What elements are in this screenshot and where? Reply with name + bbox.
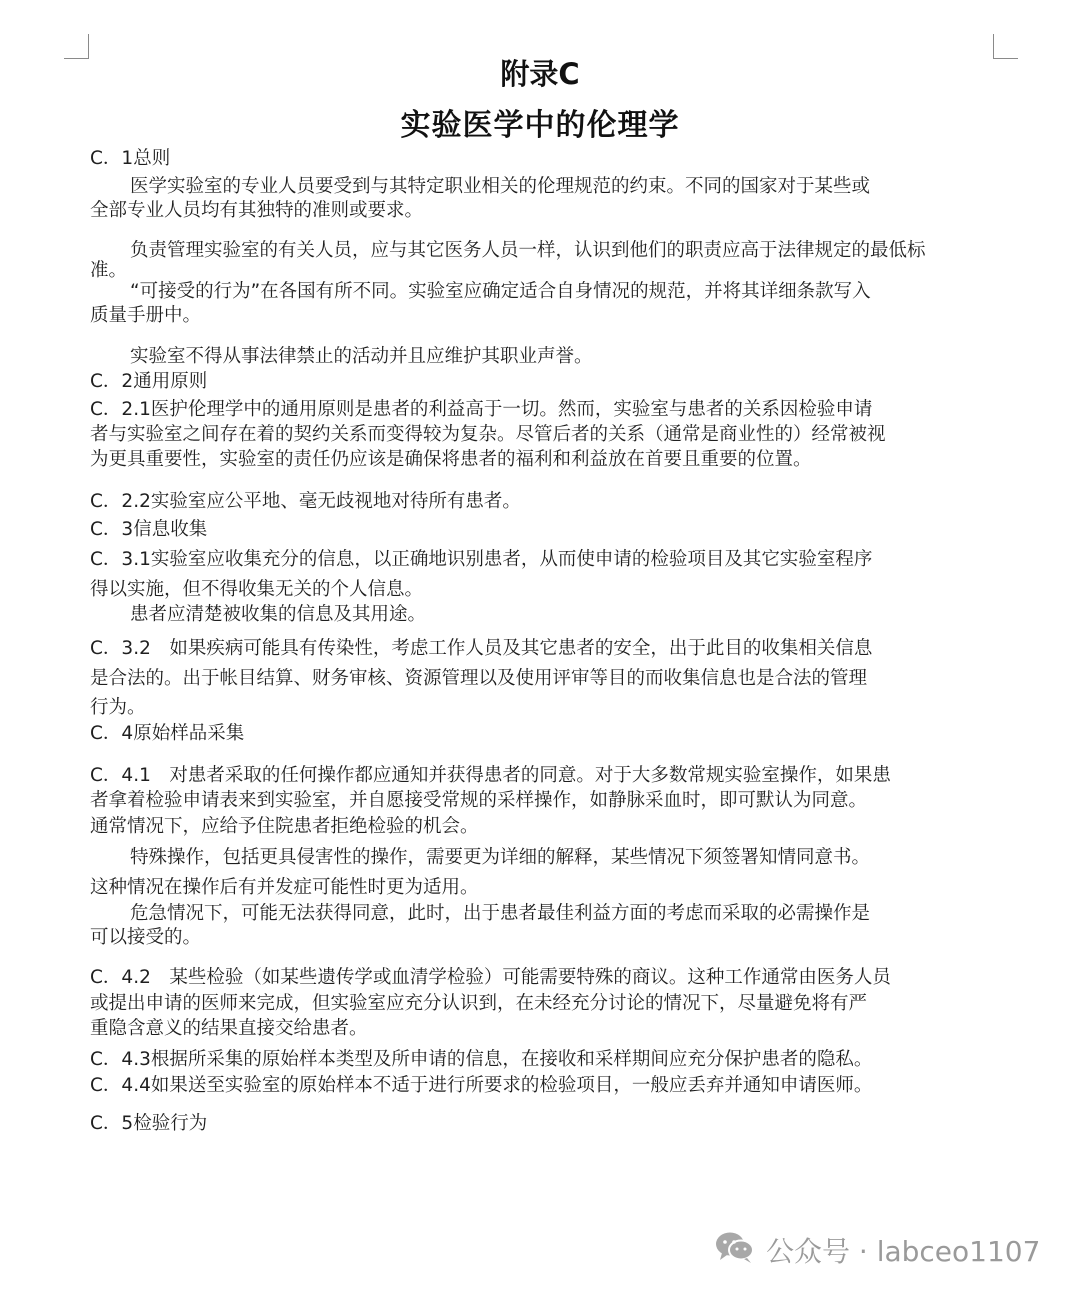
paragraph-line: C．2.2实验室应公平地、毫无歧视地对待所有患者。 — [90, 491, 521, 512]
paragraph-line: 通常情况下，应给予住院患者拒绝检验的机会。 — [90, 816, 479, 837]
section-heading: C．1总则 — [90, 148, 171, 169]
paragraph-line: 特殊操作，包括更具侵害性的操作，需要更为详细的解释，某些情况下须签署知情同意书。 — [130, 847, 871, 868]
paragraph-line: 质量手册中。 — [90, 305, 202, 326]
paragraph-line: 全部专业人员均有其独特的准则或要求。 — [90, 200, 424, 221]
appendix-title: 实验医学中的伦理学 — [400, 108, 680, 143]
paragraph-line: C．4.4如果送至实验室的原始样本不适于进行所要求的检验项目，一般应丢弃并通知申请医师。 — [90, 1075, 873, 1096]
paragraph-line: C．3.2 如果疾病可能具有传染性，考虑工作人员及其它患者的安全，出于此目的收集相关信息 — [90, 638, 873, 659]
paragraph-line: 为更具重要性，实验室的责任仍应该是确保将患者的福利和利益放在首要且重要的位置。 — [90, 449, 812, 470]
paragraph-line: 这种情况在操作后有并发症可能性时更为适用。 — [90, 877, 479, 898]
paragraph-line: 可以接受的。 — [90, 927, 202, 948]
wechat-icon — [714, 1230, 756, 1271]
paragraph-line: 重隐含意义的结果直接交给患者。 — [90, 1018, 368, 1039]
section-heading: C．3信息收集 — [90, 519, 208, 540]
paragraph-line: C．2.1医护伦理学中的通用原则是患者的利益高于一切。然而，实验室与患者的关系因检验申请 — [90, 399, 873, 420]
paragraph-line: C．4.2 某些检验（如某些遗传学或血清学检验）可能需要特殊的商议。这种工作通常由医务人员 — [90, 967, 891, 988]
watermark-text: 公众号 · labceo1107 — [766, 1235, 1041, 1268]
paragraph-line: 行为。 — [90, 697, 146, 718]
paragraph-line: 准。 — [90, 260, 128, 281]
paragraph-line: 危急情况下，可能无法获得同意，此时，出于患者最佳利益方面的考虑而采取的必需操作是 — [130, 903, 871, 924]
paragraph-line: 是合法的。出于帐目结算、财务审核、资源管理以及使用评审等目的而收集信息也是合法的管理 — [90, 668, 868, 689]
paragraph-line: 者拿着检验申请表来到实验室，并自愿接受常规的采样操作，如静脉采血时，即可默认为同意。 — [90, 790, 868, 811]
appendix-label: 附录C — [500, 57, 580, 91]
paragraph-line: 患者应清楚被收集的信息及其用途。 — [130, 604, 427, 625]
paragraph-line: 医学实验室的专业人员要受到与其特定职业相关的伦理规范的约束。不同的国家对于某些或 — [130, 176, 871, 197]
paragraph-line: C．4.3根据所采集的原始样本类型及所申请的信息，在接收和采样期间应充分保护患者的隐私。 — [90, 1049, 873, 1070]
paragraph-line: 负责管理实验室的有关人员，应与其它医务人员一样，认识到他们的职责应高于法律规定的最低标 — [130, 240, 926, 261]
section-heading: C．4原始样品采集 — [90, 723, 245, 744]
paragraph-line: 得以实施，但不得收集无关的个人信息。 — [90, 579, 424, 600]
paragraph-line: 或提出申请的医师来完成，但实验室应充分认识到，在未经充分讨论的情况下，尽量避免将有严 — [90, 993, 868, 1014]
watermark — [714, 1230, 1040, 1270]
section-heading: C．2通用原则 — [90, 371, 208, 392]
paragraph-line: C．4.1 对患者采取的任何操作都应通知并获得患者的同意。对于大多数常规实验室操作，如果患 — [90, 765, 891, 786]
section-heading: C．5检验行为 — [90, 1113, 208, 1134]
paragraph-line: 实验室不得从事法律禁止的活动并且应维护其职业声誉。 — [130, 346, 593, 367]
paragraph-line: 者与实验室之间存在着的契约关系而变得较为复杂。尽管后者的关系（通常是商业性的）经常被视 — [90, 424, 886, 445]
paragraph-line: C．3.1实验室应收集充分的信息，以正确地识别患者，从而使申请的检验项目及其它实验室程序 — [90, 549, 873, 570]
paragraph-line: “可接受的行为”在各国有所不同。实验室应确定适合自身情况的规范，并将其详细条款写入 — [130, 281, 871, 302]
